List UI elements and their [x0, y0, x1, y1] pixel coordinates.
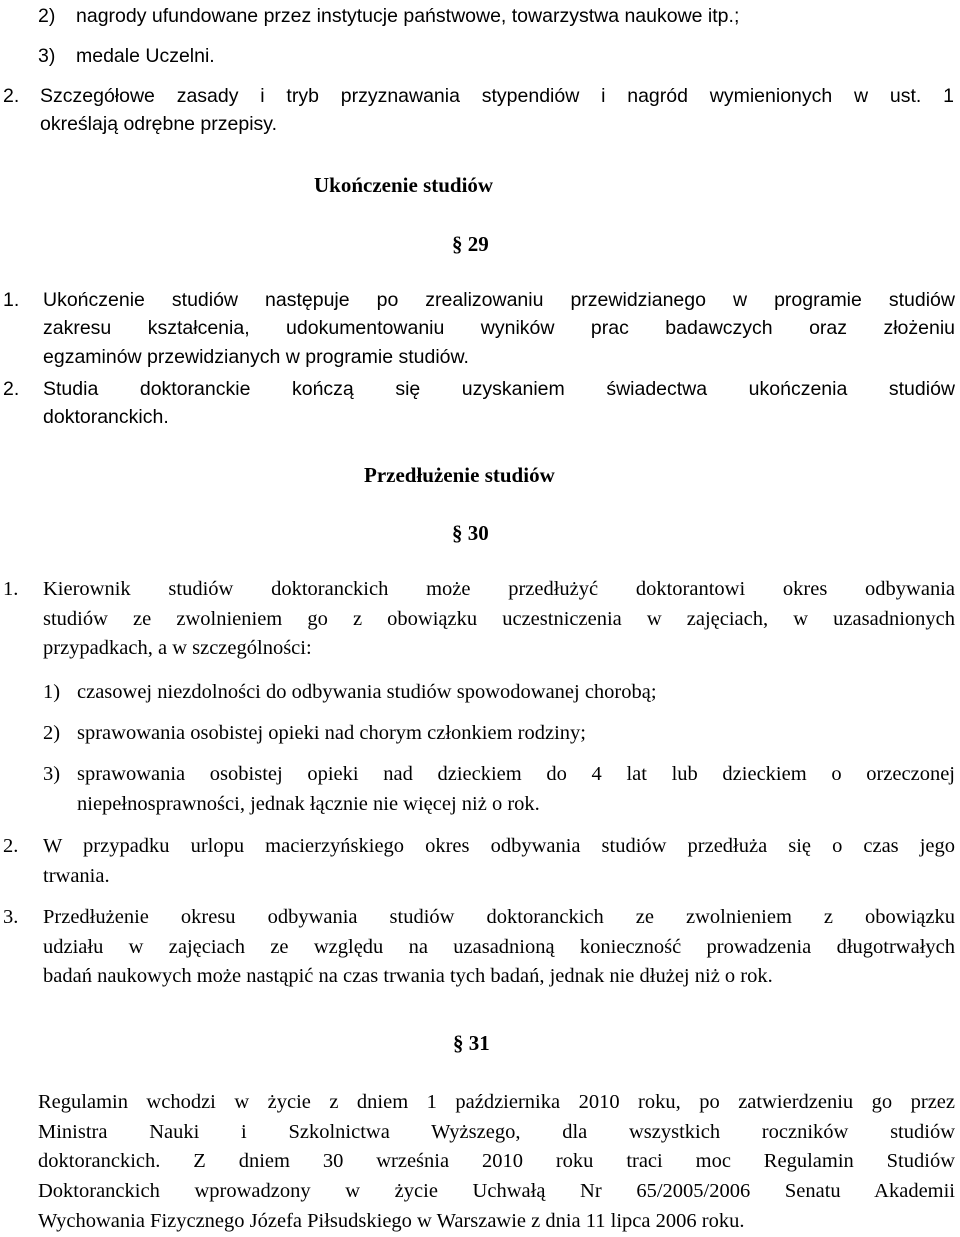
paragraph-text — [40, 82, 954, 139]
text-line: niepełnosprawności, jednak łącznie nie więcej niż o rok. — [77, 792, 540, 815]
section-heading: Ukończenie studiów — [314, 173, 494, 197]
text-line: trwania. — [43, 864, 110, 887]
text-line: Szczegółowe zasady i tryb przyznawania stypendiów i nagród wymienionych w ust. 1 — [40, 85, 954, 107]
text-line: Przedłużenie okresu odbywania studiów doktoranckich ze zwolnieniem z obowiązku — [43, 906, 955, 928]
text-line: Wychowania Fizycznego Józefa Piłsudskiego w Warszawie z dnia 11 lipca 2006 roku. — [38, 1209, 745, 1232]
text-line: Regulamin wchodzi w życie z dniem 1 października 2010 roku, po zatwierdzeniu go przez — [38, 1091, 955, 1113]
paragraph-text — [43, 286, 955, 371]
text-line: badań naukowych może nastąpić na czas trwania tych badań, jednak nie dłużej niż o rok. — [43, 965, 773, 988]
paragraph-number: 1. — [3, 289, 20, 311]
paragraph-text — [43, 575, 955, 664]
text-line: doktoranckich. Z dniem 30 września 2010 roku traci moc Regulamin Studiów — [38, 1150, 955, 1173]
list-item-text: medale Uczelni. — [76, 45, 215, 67]
paragraph-number: 2. — [3, 378, 20, 400]
paragraph-number: 1. — [3, 578, 19, 600]
paragraph-text — [43, 903, 955, 992]
paragraph-number: 2. — [3, 835, 19, 857]
text-line: egzaminów przewidzianych w programie studiów. — [43, 345, 469, 368]
list-number: 2) — [43, 722, 61, 744]
text-line: zakresu kształcenia, udokumentowaniu wyników prac badawczych oraz złożeniu — [43, 317, 955, 340]
paragraph-mark: § 29 — [452, 232, 489, 256]
paragraph-text — [38, 1088, 955, 1237]
list-item-text: czasowej niezdolności do odbywania studiów spowodowanej chorobą; — [77, 681, 657, 703]
paragraph-number: 3. — [3, 906, 19, 928]
text-line: studiów ze zwolnieniem go z obowiązku uczestniczenia w zajęciach, w uzasadnionych — [43, 607, 955, 630]
section-heading: Przedłużenie studiów — [364, 463, 555, 487]
text-line: doktoranckich. — [43, 406, 169, 429]
list-item-text: sprawowania osobistej opieki nad chorym członkiem rodziny; — [77, 722, 586, 744]
text-line: Studia doktoranckie kończą się uzyskaniem świadectwa ukończenia studiów — [43, 378, 955, 400]
list-number: 1) — [43, 681, 61, 703]
list-number: 3) — [38, 45, 56, 67]
list-number: 2) — [38, 5, 56, 27]
paragraph-mark: § 30 — [452, 521, 489, 545]
text-line: Doktoranckich wprowadzony w życie Uchwałą Nr 65/2005/2006 Senatu Akademii — [38, 1180, 955, 1203]
list-number: 3) — [43, 763, 61, 785]
paragraph-mark: § 31 — [453, 1031, 490, 1055]
text-line: Ministra Nauki i Szkolnictwa Wyższego, dla wszystkich roczników studiów — [38, 1120, 955, 1143]
paragraph-number: 2. — [3, 85, 20, 107]
text-line: przypadkach, a w szczególności: — [43, 637, 312, 660]
text-line: Ukończenie studiów następuje po zrealizowaniu przewidzianego w programie studiów — [43, 289, 955, 311]
text-line: określają odrębne przepisy. — [40, 113, 278, 136]
text-line: sprawowania osobistej opieki nad dzieckiem do 4 lat lub dzieckiem o orzeczonej — [77, 763, 955, 785]
list-item-text: nagrody ufundowane przez instytucje państwowe, towarzystwa naukowe itp.; — [76, 5, 740, 27]
text-line: W przypadku urlopu macierzyńskiego okres odbywania studiów przedłuża się o czas jego — [43, 835, 955, 857]
paragraph-text — [43, 375, 955, 432]
list-item-text — [77, 760, 955, 819]
text-line: Kierownik studiów doktoranckich może przedłużyć doktorantowi okres odbywania — [43, 578, 955, 600]
text-line: udziału w zajęciach ze względu na uzasadnioną konieczność prowadzenia długotrwałych — [43, 935, 955, 958]
paragraph-text — [43, 832, 955, 891]
